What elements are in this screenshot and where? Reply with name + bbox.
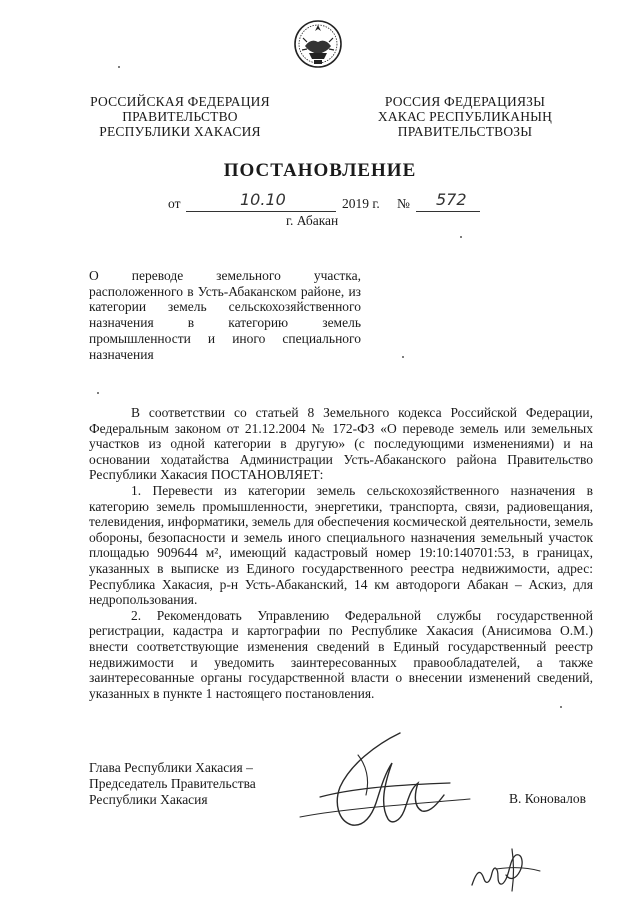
- scan-speck: [402, 356, 404, 358]
- number-underline: [416, 211, 480, 212]
- document-title: ПОСТАНОВЛЕНИЕ: [223, 160, 417, 181]
- body-paragraph: 1. Перевести из категории земель сельскохозяйственного назначения в категорию земель промышленности, энергетики, транспорта, связи, радиовещания, телевидения, информатики, земель для обеспечения космической деятельности, земель обороны, безопасности и земель иного специального назначения земельный участок площадью 909644 м², имеющий кадастровый номер 19:10:140701:53, в границах, указанных в выписке из Единого государственного реестра недвижимости, адрес: Республика Хакасия, р-н Усть-Абаканский, 14 км автодороги Абакан – Аскиз, для недропользования.: [89, 482, 593, 608]
- signer-position-line: Глава Республики Хакасия –: [89, 760, 253, 775]
- header-right-line: ХАКАС РЕСПУБЛИКАНЫҢ: [377, 109, 553, 124]
- scan-speck: [460, 236, 462, 238]
- initials-mark-icon: [466, 845, 546, 895]
- document-subject: О переводе земельного участка, расположенного в Усть-Абаканском районе, из категории земель сельскохозяйственного назначения в категорию земель промышленности и иного специального назначения: [89, 268, 361, 362]
- coat-of-arms-icon: [293, 16, 343, 72]
- signature-icon: [280, 725, 480, 835]
- signer-position-line: Республики Хакасия: [89, 792, 208, 807]
- number-prefix: №: [397, 196, 410, 211]
- scan-speck: [560, 706, 562, 708]
- header-right: [365, 94, 565, 139]
- body-paragraph: В соответствии со статьей 8 Земельного кодекса Российской Федерации, Федеральным законом от 21.12.2004 № 172-ФЗ «О переводе земель или земельных участков из одной категории в другую» (с последующими изменениями) и на основании ходатайства Администрации Усть-Абаканского района Правительство Республики Хакасия ПОСТАНОВЛЯЕТ:: [89, 405, 593, 483]
- header-right-line: РОССИЯ ФЕДЕРАЦИЯЗЫ: [384, 94, 546, 109]
- date-handwritten: 10.10: [240, 190, 286, 209]
- scan-speck: [97, 392, 99, 394]
- header-left-line: ПРАВИТЕЛЬСТВО: [122, 109, 238, 124]
- year-text: 2019 г.: [342, 196, 380, 211]
- header-right-line: ПРАВИТЕЛЬСТВОЗЫ: [397, 124, 533, 139]
- scan-speck: [118, 66, 120, 68]
- signer-name: В. Коновалов: [509, 791, 586, 806]
- document-body: [89, 405, 593, 701]
- date-prefix: от: [168, 196, 181, 211]
- city: г. Абакан: [286, 213, 339, 228]
- number-handwritten: 572: [436, 190, 467, 209]
- signer-position: [89, 760, 256, 808]
- signer-position-line: Председатель Правительства: [89, 776, 256, 791]
- body-paragraph: 2. Рекомендовать Управлению Федеральной службы государственной регистрации, кадастра и картографии по Республике Хакасия (Анисимова О.М.) внести соответствующие изменения сведений в Единый государственный реестр недвижимости и уведомить заинтересованных правообладателей, а также заинтересованные органы государственной власти о внесении изменений сведений, указанных в пункте 1 настоящего постановления.: [89, 607, 593, 701]
- header-left-line: РЕСПУБЛИКИ ХАКАСИЯ: [99, 124, 261, 139]
- header-left: [86, 94, 274, 139]
- date-underline: [186, 211, 336, 212]
- header-left-line: РОССИЙСКАЯ ФЕДЕРАЦИЯ: [90, 94, 270, 109]
